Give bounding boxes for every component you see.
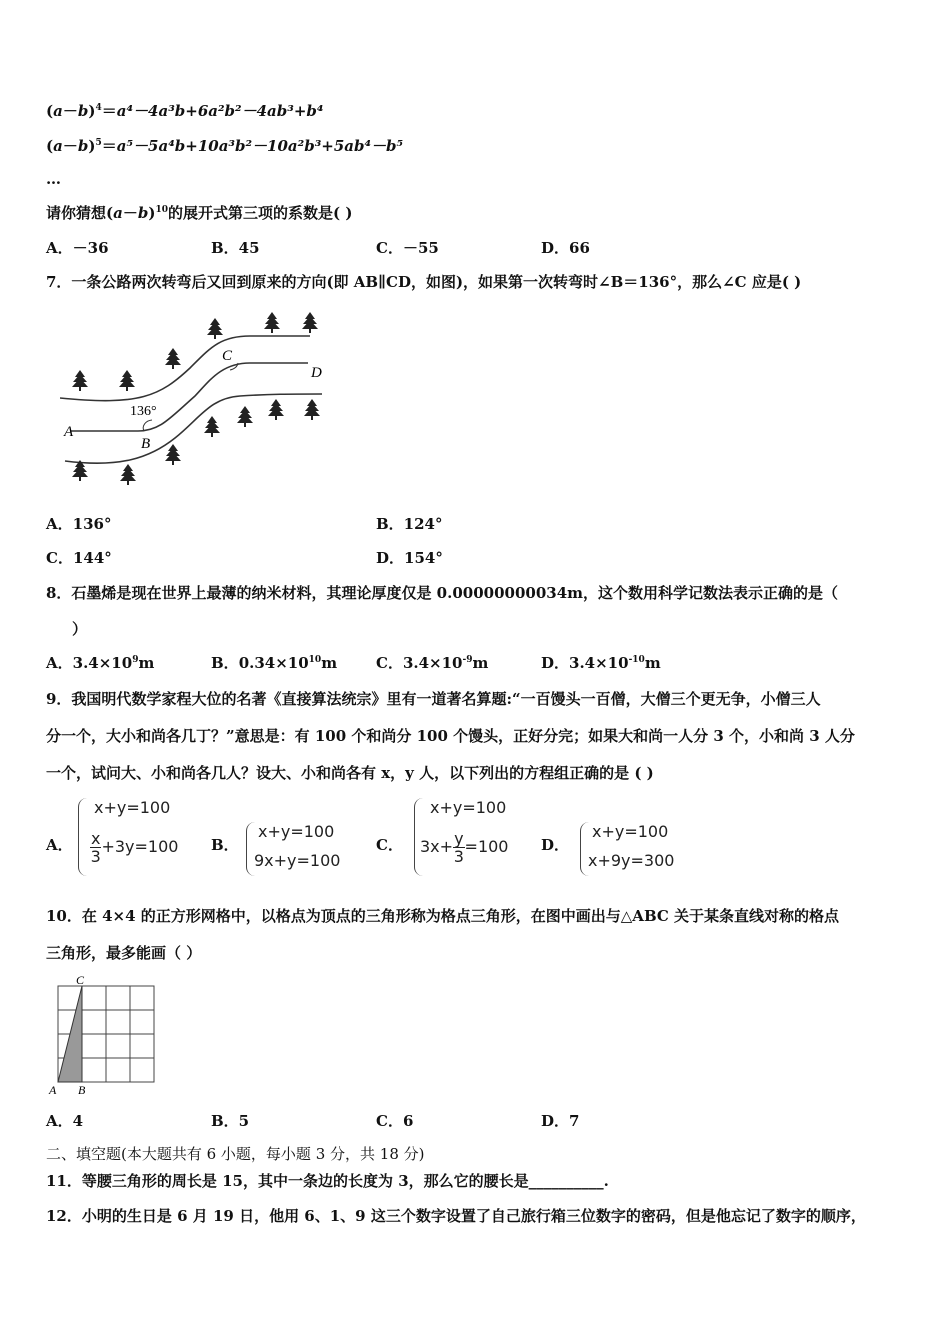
ellipsis: … [46,170,61,188]
equation-2 [90,830,178,865]
option-c[interactable]: C．－55 [376,239,439,257]
tree-icon [165,444,181,465]
q10-option-c[interactable]: C．6 [376,1112,414,1130]
pattern-line-4: $(a-b)^4=a^4-4a^3b+6a^2b^2-4ab^3+b^4$ [46,102,324,120]
equation-2 [420,830,508,865]
grid-figure [48,972,160,1096]
q8-line1: 8．石墨烯是现在世界上最薄的纳米材料，其理论厚度仅是 0.00000000034m，这个数用科学记数法表示正确的是（ [46,584,839,602]
var-a: a [53,102,63,120]
equation-2: x+9y=300 [588,851,675,870]
q9-line3: 一个，试问大、小和尚各几人？设大、小和尚各有 x，y 人，以下列出的方程组正确的是 ( ) [46,764,654,782]
equation-1: x+y=100 [258,822,335,841]
mantissa: 3.4×10 [569,654,629,672]
mantissa: 3.4×10 [72,654,133,672]
var-b: b [77,137,89,155]
option-d[interactable]: D．66 [541,239,590,257]
exponent: -10 [628,655,645,665]
q10-option-d[interactable]: D．7 [541,1112,580,1130]
tree-icon [72,370,88,391]
q9-option-a-system[interactable] [78,798,188,876]
q9-option-b-system[interactable] [246,822,346,876]
q12-text: 12．小明的生日是 6 月 19 日，他用 6、1、9 这三个数字设置了自己旅行箱三位数字的密码，但是他忘记了数字的顺序， [46,1207,866,1225]
unit: m [644,654,661,672]
fraction [453,830,464,865]
q9-option-d-system[interactable] [580,822,680,876]
question-prefix: 请你猜想( [46,204,114,222]
brace [78,798,87,876]
angle-label: 136° [130,404,157,419]
label-a: A [49,1083,57,1096]
q7-option-b[interactable]: B．124° [376,515,443,533]
expansion: a⁴－4a³b+6a²b²－4ab³+b⁴ [116,102,324,120]
equation-rest: +3y=100 [101,837,179,856]
exponent: 9 [132,655,139,665]
var-b: b [137,204,149,222]
label-b: B [78,1083,86,1096]
q9-option-d-label[interactable]: D． [541,836,570,854]
exponent: 5 [95,138,102,148]
tree-icon [119,370,135,391]
label-c: C [222,348,233,364]
q10-option-b[interactable]: B．5 [211,1112,250,1130]
equation-1: x+y=100 [592,822,669,841]
q9-line2: 分一个，大小和尚各几丁？”意思是：有 100 个和尚分 100 个馒头，正好分完；如果大和尚一人分 3 个，小和尚 3 人分 [46,727,855,745]
fraction [90,830,101,865]
q7-option-a[interactable]: A．136° [46,515,112,533]
numerator: x [91,829,101,848]
option-label: D． [541,654,570,672]
option-label: C． [376,654,403,672]
tree-icon [304,399,320,420]
q7-option-d[interactable]: D．154° [376,549,443,567]
q8-option-c[interactable] [376,652,488,674]
q8-option-d[interactable] [541,652,661,674]
q11-text: 11．等腰三角形的周长是 15，其中一条边的长度为 3，那么它的腰长是__________. [46,1172,609,1190]
q7-option-c[interactable]: C．144° [46,549,112,567]
q7-text: 7．一条公路两次转弯后又回到原来的方向(即 AB∥CD，如图)，如果第一次转弯时∠B＝136°，那么∠C 应是( ) [46,273,802,291]
option-a[interactable]: A．－36 [46,239,109,257]
label-d: D [311,365,322,381]
option-label: B． [211,654,239,672]
label-c: C [76,973,85,987]
expansion: a⁵－5a⁴b+10a³b²－10a²b³+5ab⁴－b⁵ [116,137,404,155]
equation-2: 9x+y=100 [254,851,341,870]
q9-option-c-system[interactable] [414,798,524,876]
exponent: 10 [155,205,168,215]
option-b[interactable]: B．45 [211,239,260,257]
equation-1: x+y=100 [430,798,507,817]
tree-icon [264,312,280,333]
q9-line1: 9．我国明代数学家程大位的名著《直接算法统宗》里有一道著名算题:“一百馒头一百僧，大僧三个更无争，小僧三人 [46,690,821,708]
unit: m [321,654,338,672]
exponent: -9 [462,655,473,665]
tree-icon [204,416,220,437]
exponent: 4 [95,103,102,113]
mantissa: 3.4×10 [402,654,463,672]
q8-line2: ） [72,620,88,638]
tree-icon [207,318,223,339]
minus: － [122,204,138,222]
label-b: B [141,436,151,452]
q8-option-a[interactable] [46,652,154,674]
tree-icon [268,399,284,420]
equation-rest: =100 [464,837,509,856]
equation-1: x+y=100 [94,798,171,817]
tree-icon [120,464,136,485]
numerator: y [454,829,464,848]
mantissa: 0.34×10 [238,654,309,672]
question-suffix: 的展开式第三项的系数是( ) [168,204,353,222]
option-label: A． [46,654,73,672]
var-a: a [113,204,123,222]
var-b: b [77,102,89,120]
q10-line2: 三角形，最多能画（ ） [46,944,202,962]
section-title: 二、填空题(本大题共有 6 小题，每小题 3 分，共 18 分) [46,1145,425,1163]
pattern-question: 请你猜想$(a-b)^{10}$的展开式第三项的系数是( ) [46,204,353,222]
q9-option-b-label[interactable]: B． [211,836,239,854]
q10-line1: 10．在 4×4 的正方形网格中，以格点为顶点的三角形称为格点三角形，在图中画出与△ABC 关于某条直线对称的格点 [46,907,840,925]
unit: m [138,654,155,672]
q10-option-a[interactable]: A．4 [46,1112,84,1130]
q9-option-c-label[interactable]: C． [376,836,403,854]
equation-pre: 3x+ [420,837,454,856]
road-figure [60,308,335,493]
tree-icon [165,348,181,369]
denominator: 3 [453,847,464,866]
label-a: A [64,424,74,440]
denominator: 3 [90,847,101,866]
unit: m [472,654,489,672]
var-a: a [53,137,63,155]
tree-icon [237,406,253,427]
tree-icon [302,312,318,333]
q8-option-b[interactable] [211,652,337,674]
q9-option-a-label[interactable]: A． [46,836,73,854]
pattern-line-5: $(a-b)^5=a^5-5a^4b+10a^3b^2-10a^2b^3+5ab^4-b^5$ [46,137,404,155]
exponent: 10 [308,655,322,665]
